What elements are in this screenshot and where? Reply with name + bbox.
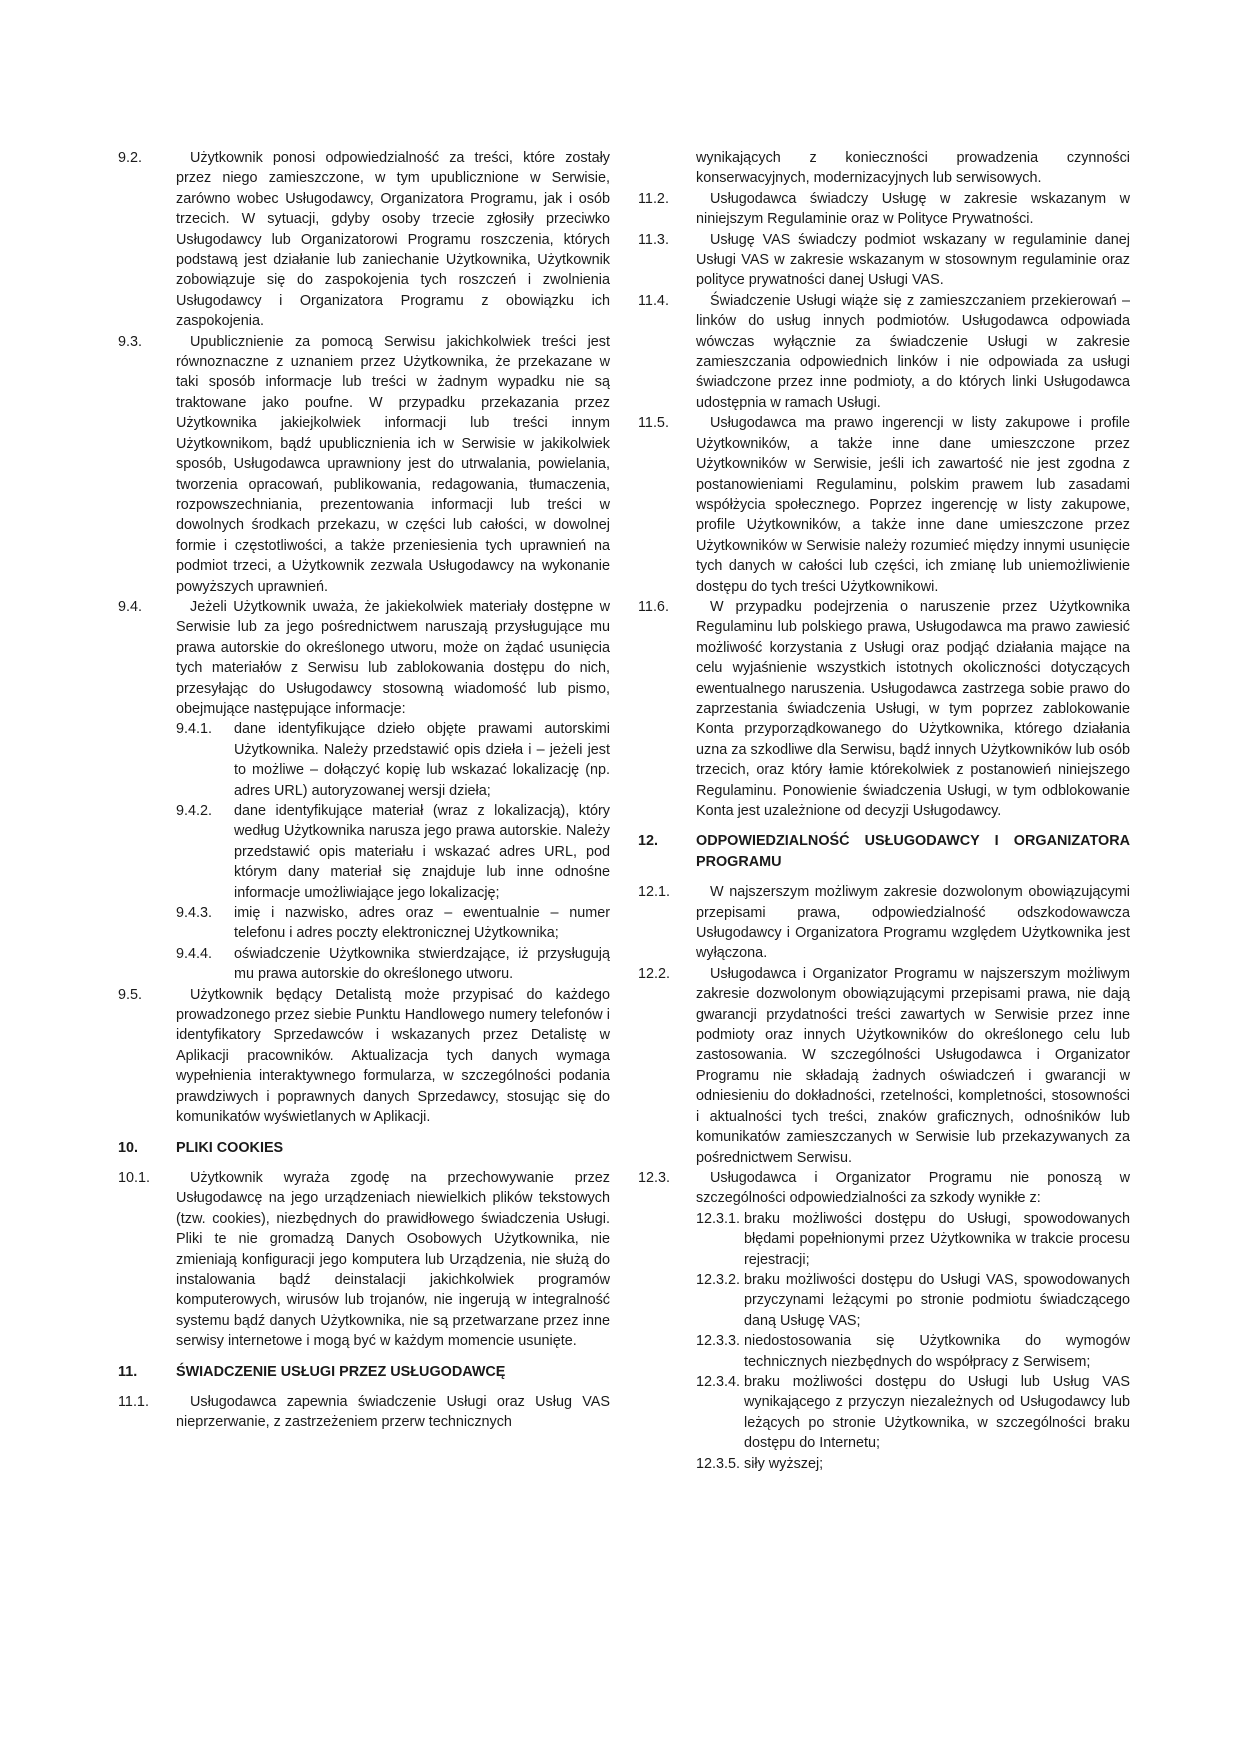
clause-number: 12.2. xyxy=(638,965,671,982)
clause-text: Użytkownik ponosi odpowiedzialność za treści, które zostały przez niego zamieszczone, w tym upublicznione w Serwisie, zarówno wobec Usługodawcy, Organizatora Programu, jak i osób trzecich. W sytuacji, gdyby osoby trzecie zgłosiły przeciwko Usługodawcy lub Organizatorowi Programu roszczenia, których podstawą jest działanie lub zaniechanie Użytkownika, Użytkownik zobowiązuje się do zaspokojenia tych roszczeń i zwolnienia Usługodawcy i Organizatora Programu z obowiązku ich zaspokojenia. xyxy=(176,150,610,330)
section-title: PLIKI COOKIES xyxy=(176,1139,284,1156)
clause-number: 12.3.2. xyxy=(696,1271,741,1288)
clause-text: Usługodawca ma prawo ingerencji w listy zakupowe i profile Użytkowników, a także inne dane umieszczone przez Użytkowników w Serwisie, jeśli ich zawartość nie jest zgodna z postanowieniami Regulaminu, polskim prawem lub zasadami współżycia społecznego. Poprzez ingerencję w listy zakupowe, profile Użytkowników, a także inne dane umieszczone przez Użytkowników w Serwisie należy rozumieć między innymi usunięcie tych danych w całości lub części, ich zmianę lub uniemożliwienie dostępu do tych treści Użytkownikowi. xyxy=(696,415,1130,595)
clause-text: W przypadku podejrzenia o naruszenie przez Użytkownika Regulaminu lub polskiego prawa, Usługodawca ma prawo zawiesić możliwość korzystania z Usługi oraz podjąć działania mające na celu wyjaśnienie wszystkich istotnych okoliczności dotyczących ewentualnego naruszenia. Usługodawca zastrzega sobie prawo do zaprzestania świadczenia Usługi, w tym poprzez zablokowanie Konta przyporządkowanego do Użytkownika, którego działania uzna za szkodliwe dla Serwisu, bądź innych Użytkowników lub osób trzecich, oraz który łamie którekolwiek z postanowień niniejszego Regulaminu. Ponowienie świadczenia Usługi, w tym odblokowanie Konta jest uzależnione od decyzji Usługodawcy. xyxy=(696,598,1130,819)
clause-number: 9.4. xyxy=(118,598,143,615)
clause-9-4-2 xyxy=(176,801,610,903)
clause-number: 11.6. xyxy=(638,598,669,615)
clause-11-1-continued: wynikających z konieczności prowadzenia czynności konserwacyjnych, modernizacyjnych lub serwisowych. xyxy=(696,150,1130,187)
clause-number: 11.2. xyxy=(638,190,669,207)
clause-11-5 xyxy=(638,413,1130,597)
clause-12-1 xyxy=(638,882,1130,964)
section-heading-11 xyxy=(118,1362,610,1382)
clause-9-4-3 xyxy=(176,903,610,944)
clause-number: 9.4.1. xyxy=(176,721,213,738)
section-heading-12 xyxy=(638,831,1130,872)
clause-text: braku możliwości dostępu do Usługi lub Usług VAS wynikającego z przyczyn niezależnych od Usługodawcy lub leżących po stronie Użytkownika, w szczególności braku dostępu do Internetu; xyxy=(744,1373,1130,1452)
clause-number: 12.3.4. xyxy=(696,1373,741,1390)
clause-11-2 xyxy=(638,189,1130,230)
clause-number: 12.1. xyxy=(638,884,671,901)
clause-text: braku możliwości dostępu do Usługi, spowodowanych błędami popełnionymi przez Użytkownika w trakcie procesu rejestracji; xyxy=(744,1210,1130,1268)
clause-12-3-4 xyxy=(696,1372,1130,1454)
clause-12-3-1 xyxy=(696,1209,1130,1270)
clause-number: 10.1. xyxy=(118,1169,151,1186)
clause-text: Użytkownik wyraża zgodę na przechowywanie przez Usługodawcę na jego urządzeniach niewielkich plików tekstowych (tzw. cookies), niezbędnych do prawidłowego świadczenia Usługi. Pliki te nie gromadzą Danych Osobowych Użytkownika, nie zmieniają konfiguracji jego komputera lub Urządzenia, nie służą do instalowania bądź deinstalacji jakichkolwiek programów komputerowych, wirusów lub trojanów, nie ingerują w integralność systemu bądź danych Użytkownika, nie są przetwarzane przez inne serwisy internetowe i mogą być w każdym momencie usunięte. xyxy=(176,1169,610,1350)
clause-number: 9.5. xyxy=(118,986,143,1003)
clause-number: 9.3. xyxy=(118,333,143,350)
clause-text: niedostosowania się Użytkownika do wymogów technicznych niezbędnych do współpracy z Serwisem; xyxy=(744,1333,1130,1370)
section-number: 11. xyxy=(118,1363,138,1380)
clause-text: Usługodawca zapewnia świadczenie Usługi oraz Usług VAS nieprzerwanie, z zastrzeżeniem przerw technicznych xyxy=(176,1393,610,1431)
clause-text: imię i nazwisko, adres oraz – ewentualnie – numer telefonu i adres poczty elektronicznej Użytkownika; xyxy=(234,905,610,942)
clause-12-3-5 xyxy=(696,1454,1130,1474)
section-title: ŚWIADCZENIE USŁUGI PRZEZ USŁUGODAWCĘ xyxy=(176,1363,506,1380)
clause-text: Upublicznienie za pomocą Serwisu jakichkolwiek treści jest równoznaczne z uznaniem przez Użytkownika, że przekazane w taki sposób informacje lub treści w żadnym wypadku nie są traktowane jako poufne. W przypadku przekazania przez Użytkownika jakiejkolwiek informacji lub treści innym Użytkownikom, bądź upublicznienia ich w Serwisie w jakikolwiek sposób, Usługodawca uprawniony jest do utrwalania, powielania, tworzenia opracowań, publikowania, redagowania, tłumaczenia, rozpowszechniania, prezentowania informacji lub treści w dowolnych środkach przekazu, w części lub całości, w dowolnej formie i częstotliwości, a także przeniesienia tych uprawnień na podmiot trzeci, a Użytkownik zezwala Usługodawcy na wykonanie powyższych uprawnień. xyxy=(176,333,610,595)
clause-9-5 xyxy=(118,985,610,1128)
section-title: ODPOWIEDZIALNOŚĆ USŁUGODAWCY I ORGANIZATORA PROGRAMU xyxy=(696,833,1130,870)
clause-number: 12.3.1. xyxy=(696,1210,741,1227)
clause-12-2 xyxy=(638,964,1130,1168)
clause-text: oświadczenie Użytkownika stwierdzające, iż przysługują mu prawa autorskie do określonego utworu. xyxy=(234,945,610,983)
section-number: 12. xyxy=(638,833,659,850)
clause-number: 12.3.5. xyxy=(696,1455,741,1472)
clause-text: Usługodawca świadczy Usługę w zakresie wskazanym w niniejszym Regulaminie oraz w Polityce Prywatności. xyxy=(696,190,1130,228)
clause-number: 11.1. xyxy=(118,1393,149,1410)
clause-number: 11.5. xyxy=(638,415,669,432)
clause-11-1 xyxy=(118,1392,610,1433)
clause-number: 12.3.3. xyxy=(696,1333,741,1350)
clause-text: Usługę VAS świadczy podmiot wskazany w regulaminie danej Usługi VAS w zakresie wskazanym w stosownym regulaminie oraz polityce prywatności danej Usługi VAS. xyxy=(696,231,1130,289)
clause-text: Użytkownik będący Detalistą może przypisać do każdego prowadzonego przez siebie Punktu Handlowego numery telefonów i identyfikatory Sprzedawców i wskazanych przez Detalistę w Aplikacji pracowników. Aktualizacja tych danych wymaga wypełnienia interaktywnego formularza, w szczególności podania prawdziwych i poprawnych danych Sprzedawcy, stosując się do komunikatów wyświetlanych w Aplikacji. xyxy=(176,986,610,1126)
clause-text: siły wyższej; xyxy=(744,1455,824,1472)
left-column xyxy=(118,148,610,1433)
clause-12-3-2 xyxy=(696,1270,1130,1331)
clause-11-6 xyxy=(638,597,1130,821)
section-number: 10. xyxy=(118,1139,139,1156)
clause-9-4-4 xyxy=(176,944,610,985)
clause-number: 9.4.3. xyxy=(176,905,213,922)
clause-9-4-1 xyxy=(176,719,610,801)
clause-11-4 xyxy=(638,291,1130,413)
clause-12-3 xyxy=(638,1168,1130,1209)
clause-9-3 xyxy=(118,332,610,597)
clause-9-4 xyxy=(118,597,610,719)
clause-text: Usługodawca i Organizator Programu nie ponoszą w szczególności odpowiedzialności za szkody wynikłe z: xyxy=(696,1169,1130,1207)
right-column xyxy=(638,148,1130,1474)
clause-text: braku możliwości dostępu do Usługi VAS, spowodowanych przyczynami leżącymi po stronie podmiotu świadczącego daną Usługę VAS; xyxy=(744,1271,1130,1329)
clause-number: 11.3. xyxy=(638,231,669,248)
clause-text: Usługodawca i Organizator Programu w najszerszym możliwym zakresie dozwolonym obowiązującymi przepisami prawa, nie dają gwarancji przydatności treści zawartych w Serwisie przez inne podmioty oraz innych Użytkowników do określonego celu lub zastosowania. W szczególności Usługodawca i Organizator Programu nie składają żadnych oświadczeń i gwarancji w odniesieniu do dokładności, rzetelności, kompletności, stosowności i aktualności tych treści, znaków graficznych, odnośników lub komunikatów zamieszczanych w Serwisie lub przekazywanych za pośrednictwem Serwisu. xyxy=(696,965,1130,1166)
clause-text: Jeżeli Użytkownik uważa, że jakiekolwiek materiały dostępne w Serwisie lub za jego pośrednictwem naruszają przysługujące mu prawa autorskie do określonego utworu, może on żądać usunięcia tych materiałów z Serwisu lub zablokowania dostępu do nich, przesyłając do Usługodawcy stosowną wiadomość lub pismo, obejmujące następujące informacje: xyxy=(176,598,610,717)
clause-number: 11.4. xyxy=(638,292,669,309)
clause-text: dane identyfikujące dzieło objęte prawami autorskimi Użytkownika. Należy przedstawić opis dzieła i – jeżeli jest to możliwe – dołączyć kopię lub wskazać lokalizację (np. adres URL) autoryzowanej wersji dzieła; xyxy=(234,721,610,799)
clause-text: Świadczenie Usługi wiąże się z zamieszczaniem przekierowań – linków do usług innych podmiotów. Usługodawca odpowiada wówczas wyłącznie za świadczenie Usługi w zakresie zamieszczania odpowiednich linków i nie odpowiada za usługi świadczone przez inne podmioty, a do których linki Usługodawca udostępnia w ramach Usługi. xyxy=(696,292,1130,411)
clause-11-3 xyxy=(638,230,1130,291)
clause-text: dane identyfikujące materiał (wraz z lokalizacją), który według Użytkownika narusza jego prawa autorskie. Należy przedstawić opis materiału i wskazać adres URL, pod którym dany materiał się znajduje lub inne odnośne informacje umożliwiające jego lokalizację; xyxy=(234,803,610,901)
clause-text: W najszerszym możliwym zakresie dozwolonym obowiązującymi przepisami prawa, odpowiedzialność odszkodowawcza Usługodawcy i Organizatora Programu względem Użytkownika jest wyłączona. xyxy=(696,884,1130,962)
clause-number: 9.4.2. xyxy=(176,803,213,819)
clause-12-3-3 xyxy=(696,1331,1130,1372)
clause-9-2 xyxy=(118,148,610,332)
section-heading-10 xyxy=(118,1138,610,1158)
clause-number: 12.3. xyxy=(638,1169,671,1186)
clause-number: 9.2. xyxy=(118,150,143,166)
clause-10-1 xyxy=(118,1168,610,1352)
clause-number: 9.4.4. xyxy=(176,945,213,962)
